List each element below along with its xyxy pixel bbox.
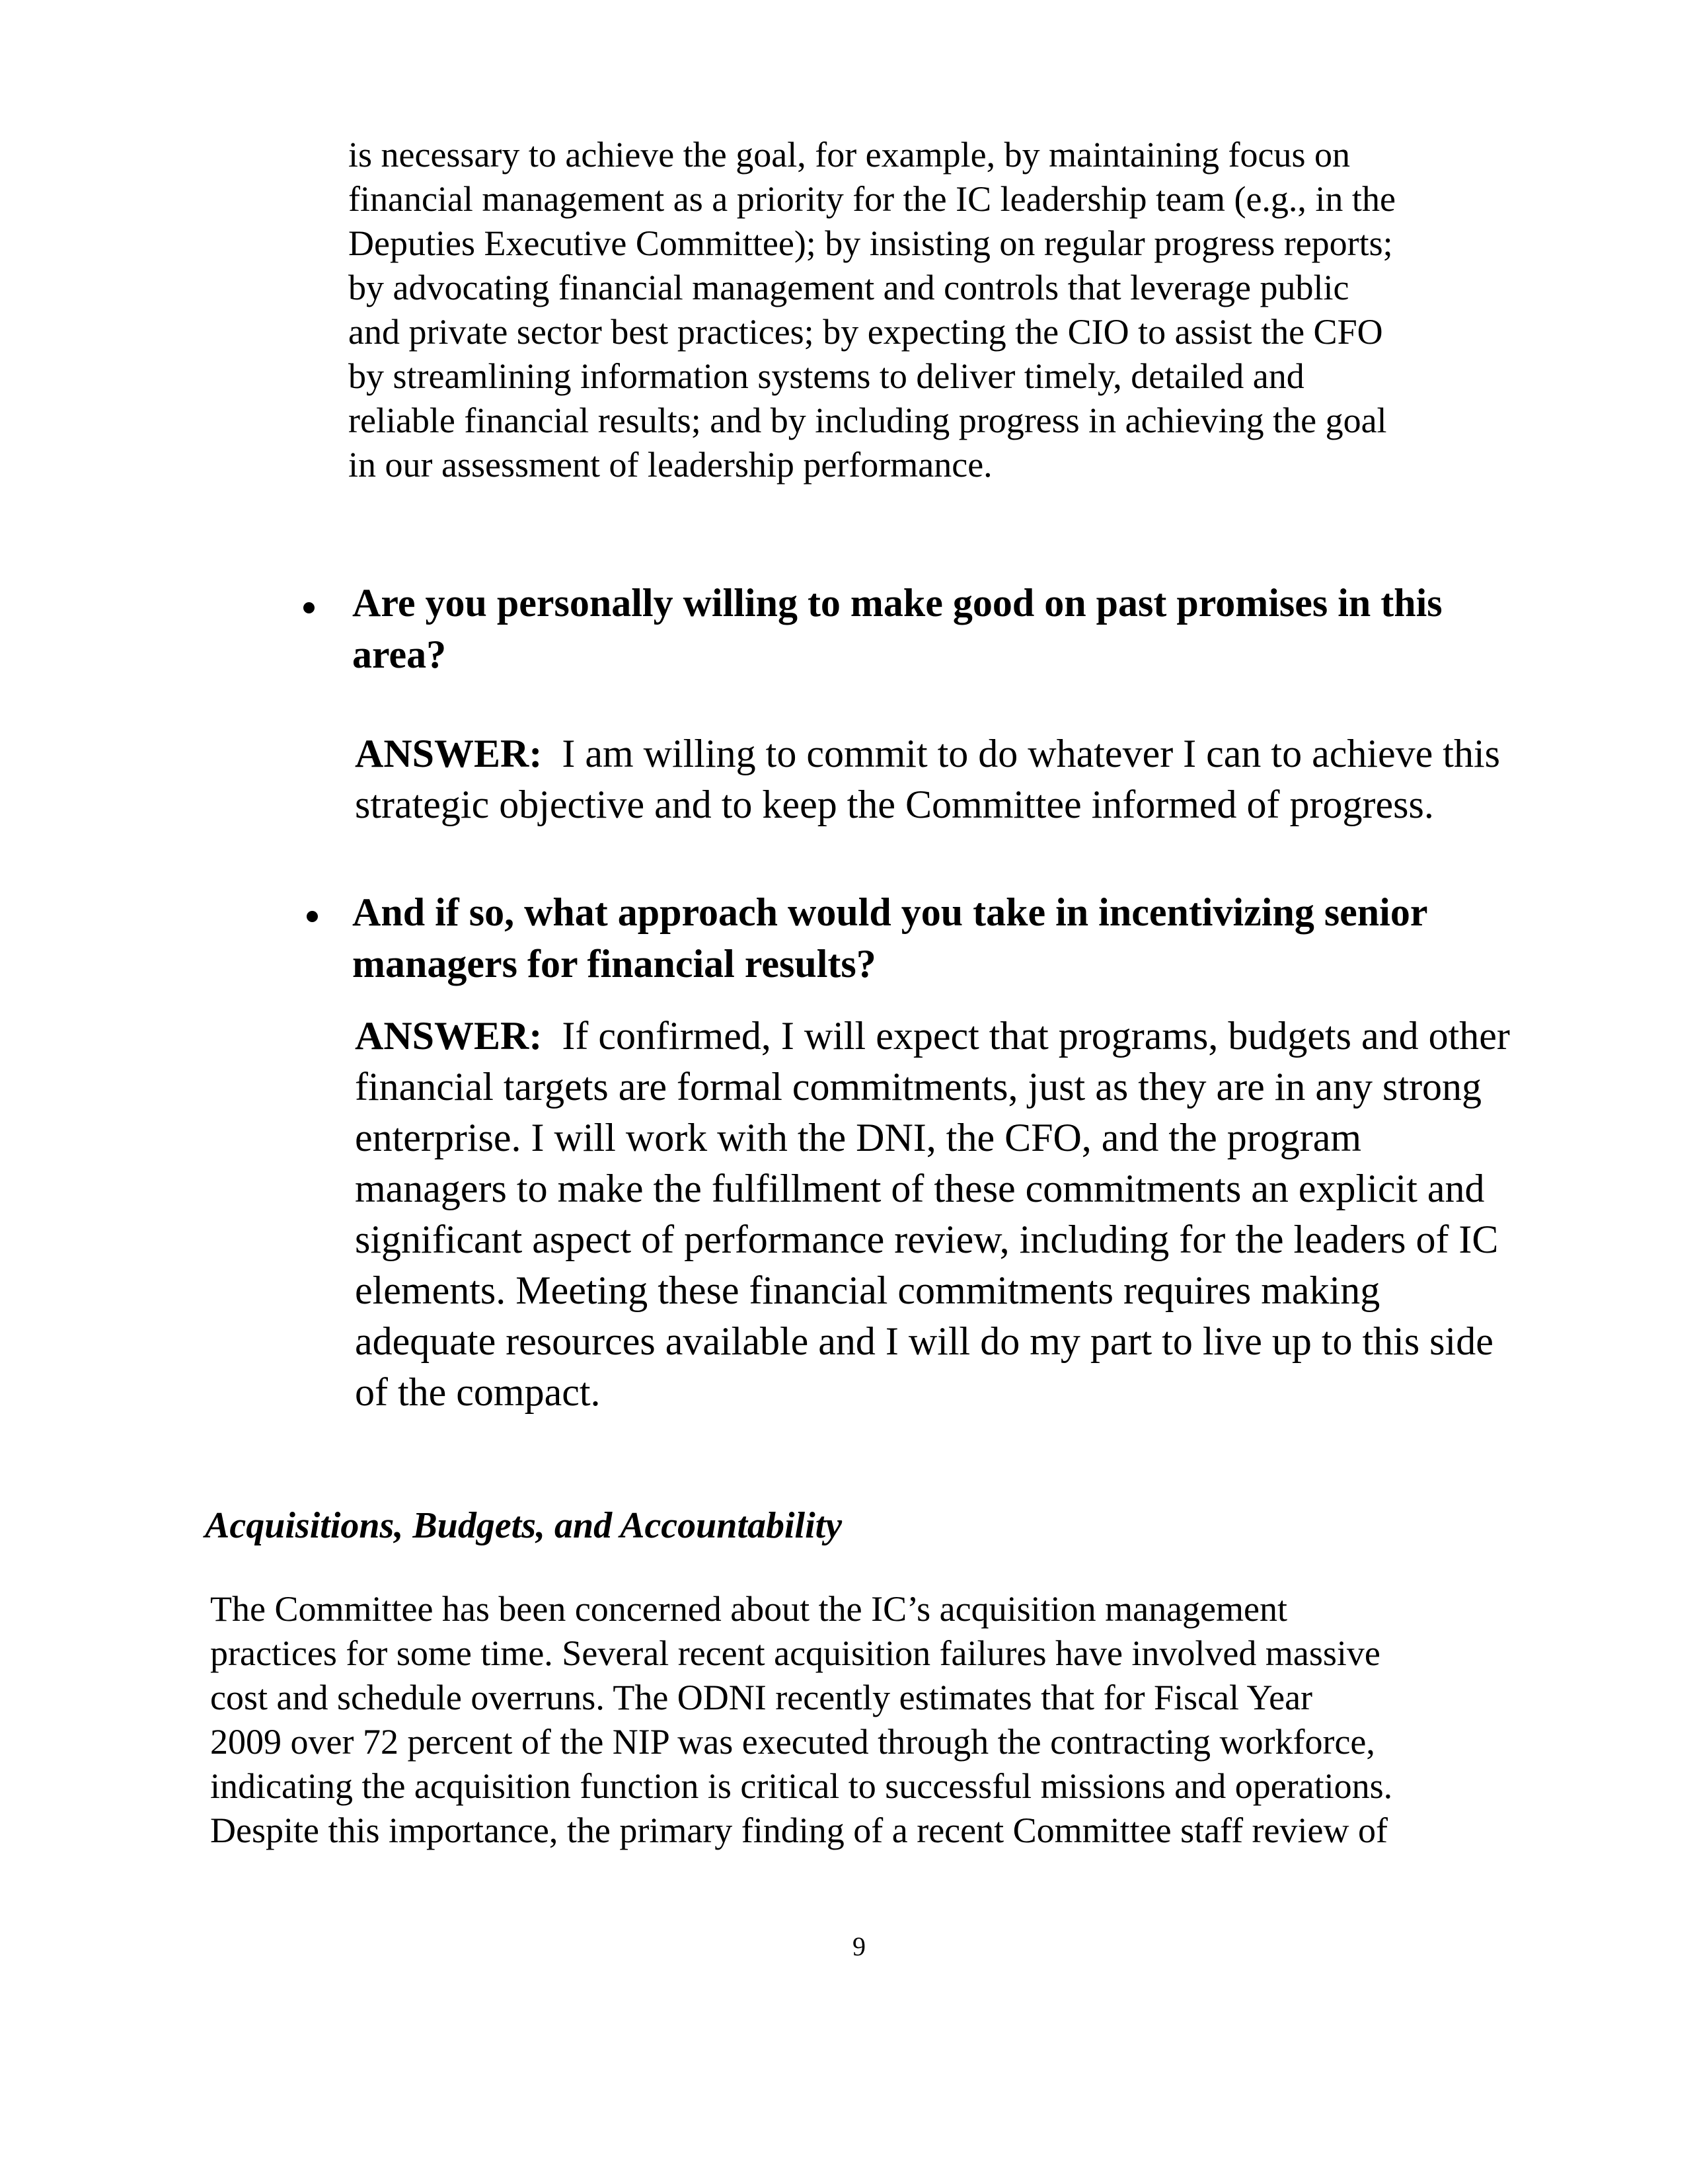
paragraph-line: reliable financial results; and by including progress in achieving the goal (348, 401, 1387, 440)
answer-text: I am willing to commit to do whatever I can to achieve this (562, 732, 1500, 775)
answer-line: elements. Meeting these financial commitments requires making (355, 1268, 1380, 1312)
bullet-icon (303, 602, 315, 613)
question-line: Are you personally willing to make good on past promises in this (352, 581, 1443, 625)
answer-label: ANSWER: (355, 732, 543, 775)
answer-line: strategic objective and to keep the Committee informed of progress. (355, 783, 1434, 826)
page-number: 9 (852, 1931, 866, 1961)
answer-line: adequate resources available and I will do my part to live up to this side (355, 1319, 1493, 1363)
paragraph-line: in our assessment of leadership performance. (348, 445, 993, 485)
bullet-icon (307, 911, 318, 922)
answer-line: enterprise. I will work with the DNI, the CFO, and the program (355, 1116, 1361, 1159)
paragraph-line: The Committee has been concerned about the IC’s acquisition management (210, 1589, 1287, 1629)
answer-line: managers to make the fulfillment of these commitments an explicit and (355, 1167, 1485, 1210)
paragraph-line: Despite this importance, the primary finding of a recent Committee staff review of (210, 1811, 1388, 1850)
section-heading: Acquisitions, Budgets, and Accountability (205, 1505, 843, 1546)
answer-line (355, 734, 1500, 773)
answer-line (355, 1016, 1510, 1056)
paragraph-line: Deputies Executive Committee); by insisting on regular progress reports; (348, 223, 1393, 263)
question-line: And if so, what approach would you take in incentivizing senior (352, 890, 1428, 934)
paragraph-line: indicating the acquisition function is critical to successful missions and operations. (210, 1766, 1393, 1806)
answer-label: ANSWER: (355, 1014, 543, 1058)
paragraph-line: by streamlining information systems to deliver timely, detailed and (348, 356, 1304, 396)
paragraph-line: by advocating financial management and controls that leverage public (348, 268, 1349, 307)
answer-line: significant aspect of performance review, including for the leaders of IC (355, 1218, 1499, 1261)
answer-line: financial targets are formal commitments, just as they are in any strong (355, 1065, 1482, 1109)
paragraph-line: cost and schedule overruns. The ODNI recently estimates that for Fiscal Year (210, 1678, 1313, 1717)
question-line: area? (352, 633, 447, 676)
paragraph-line: financial management as a priority for the IC leadership team (e.g., in the (348, 179, 1396, 219)
answer-line: of the compact. (355, 1370, 601, 1414)
paragraph-line: 2009 over 72 percent of the NIP was executed through the contracting workforce, (210, 1722, 1375, 1762)
paragraph-line: and private sector best practices; by expecting the CIO to assist the CFO (348, 312, 1383, 352)
paragraph-line: is necessary to achieve the goal, for example, by maintaining focus on (348, 135, 1351, 175)
paragraph-line: practices for some time. Several recent acquisition failures have involved massive (210, 1633, 1380, 1673)
answer-text: If confirmed, I will expect that programs, budgets and other (562, 1014, 1510, 1058)
question-line: managers for financial results? (352, 942, 876, 986)
